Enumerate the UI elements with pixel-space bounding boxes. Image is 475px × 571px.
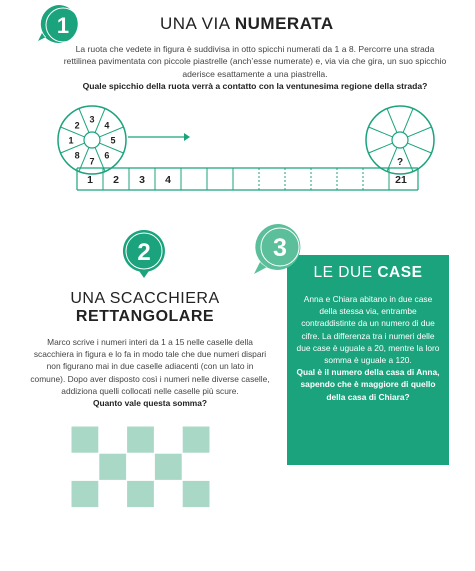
wheel-number-label: 5 bbox=[110, 135, 116, 146]
problem-1-text bbox=[60, 43, 450, 93]
board-cell-dark bbox=[100, 454, 126, 479]
checkerboard bbox=[71, 426, 216, 514]
title-una-scacchiera bbox=[40, 290, 250, 326]
road-tile-2: 2 bbox=[113, 174, 119, 186]
problem-2-question: Quanto vale questa somma? bbox=[92, 398, 208, 409]
badge-1 bbox=[37, 3, 97, 47]
problem-2-text bbox=[30, 336, 270, 409]
title-2-line1: UNA SCACCHIERA bbox=[70, 290, 220, 307]
board-cell-light bbox=[72, 454, 98, 479]
board-cell-dark bbox=[128, 427, 154, 452]
board-cell-light bbox=[183, 454, 209, 479]
problem-3-body: Anna e Chiara abitano in due case della stessa via, entrambe contraddistinte da un numero di due cifre. La differenza tra i numeri delle due case è uguale a 20, mentre la loro somma è uguale a 120. bbox=[296, 294, 440, 366]
board-cell-dark bbox=[128, 481, 154, 506]
wheel-question-mark: ? bbox=[396, 157, 404, 168]
wheel-number-label: 2 bbox=[74, 120, 80, 131]
board-cell-light bbox=[100, 481, 126, 506]
board-cell-dark bbox=[155, 454, 181, 479]
problem-2-body: Marco scrive i numeri interi da 1 a 15 nelle caselle della scacchiera in figura e lo fa in modo tale che due numeri dispari non figurano mai in due caselle adiacenti (con un lato in comune). Dopo aver disposto così i numeri nelle diverse caselle, addiziona quelli collocati nelle caselle più scure. bbox=[30, 337, 270, 396]
board-cell-dark bbox=[183, 427, 209, 452]
board-cell-light bbox=[100, 427, 126, 452]
wheel-number-label: 7 bbox=[89, 156, 95, 167]
wheel-number-label: 1 bbox=[68, 135, 74, 146]
wheel-number-label: 8 bbox=[74, 150, 80, 161]
wheel-number-label: 6 bbox=[104, 150, 110, 161]
title-2-line2: RETTANGOLARE bbox=[75, 308, 215, 325]
board-cell-dark bbox=[183, 481, 209, 506]
problem-3-text bbox=[296, 293, 440, 403]
problem-1-question: Quale spicchio della ruota verrà a contatto con la ventunesima regione della strada? bbox=[82, 81, 428, 92]
problem-3-question: Qual è il numero della casa di Anna, sapendo che è maggiore di quello della casa di Chiara? bbox=[296, 367, 440, 402]
title-una-via-numerata: UNA VIA NUMERATA bbox=[160, 14, 334, 33]
road-tile-21: 21 bbox=[395, 174, 407, 186]
road-tile-4: 4 bbox=[165, 174, 171, 186]
badge-2 bbox=[115, 228, 173, 280]
board-cell-dark bbox=[72, 427, 98, 452]
problem-1-body: La ruota che vedete in figura è suddivisa in otto spicchi numerati da 1 a 8. Percorre una strada rettilinea pavimentata con piccole piastrelle (anch’esse numerate) e, via via che gira, un suo spicchio aderisce esattamente a una piastrella. bbox=[63, 44, 447, 79]
badge-1-number: 1 bbox=[56, 13, 70, 38]
road-tile-3: 3 bbox=[139, 174, 145, 186]
board-cell-dark bbox=[72, 481, 98, 506]
badge-3-number: 3 bbox=[273, 234, 287, 262]
road-tile-1: 1 bbox=[87, 174, 93, 186]
board-cell-light bbox=[128, 454, 154, 479]
badge-2-number: 2 bbox=[137, 239, 151, 266]
wheel-number-label: 3 bbox=[89, 114, 95, 125]
board-cell-light bbox=[155, 481, 181, 506]
board-cell-light bbox=[155, 427, 181, 452]
arrow-right bbox=[128, 132, 190, 142]
wheel-number-label: 4 bbox=[104, 120, 110, 131]
title-le-due-case: LE DUE CASE bbox=[313, 264, 423, 281]
